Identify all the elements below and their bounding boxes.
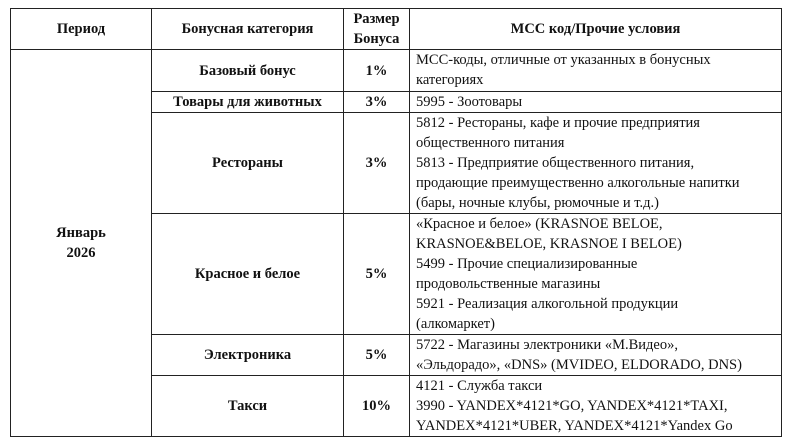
conditions-cell [410, 92, 782, 113]
header-size-line1: Размер [353, 11, 400, 27]
header-bonus-size [344, 9, 410, 50]
category-cell: Базовый бонус [152, 50, 344, 92]
header-size-line2: Бонуса [353, 31, 400, 47]
percent-cell: 3% [344, 92, 410, 113]
conditions-cell [410, 335, 782, 376]
condition-line: (алкомаркет) [416, 316, 495, 332]
percent-cell: 5% [344, 214, 410, 335]
condition-line: 3990 - YANDEX*4121*GO, YANDEX*4121*TAXI, [416, 398, 728, 414]
condition-line: 5921 - Реализация алкогольной продукции [416, 296, 679, 312]
condition-line: 5499 - Прочие специализированные [416, 256, 638, 272]
table-header-row [11, 9, 782, 50]
category-cell: Товары для животных [152, 92, 344, 113]
condition-line: 5812 - Рестораны, кафе и прочие предприятия [416, 115, 700, 131]
condition-line: (бары, ночные клубы, рюмочные и т.д.) [416, 195, 659, 211]
period-cell [11, 50, 152, 437]
category-cell: Рестораны [152, 113, 344, 214]
conditions-cell [410, 113, 782, 214]
condition-line: 5813 - Предприятие общественного питания, [416, 155, 695, 171]
period-year: 2026 [66, 245, 96, 261]
condition-line: 4121 - Служба такси [416, 378, 543, 394]
table-row [11, 50, 782, 92]
condition-line: YANDEX*4121*UBER, YANDEX*4121*Yandex Go [416, 418, 733, 434]
condition-line: «Красное и белое» (KRASNOE BELOE, [416, 216, 663, 232]
condition-line: продовольственные магазины [416, 276, 601, 292]
header-period: Период [11, 9, 152, 50]
header-conditions: МСС код/Прочие условия [410, 9, 782, 50]
header-category: Бонусная категория [152, 9, 344, 50]
condition-line: МСС-коды, отличные от указанных в бонусных [416, 52, 711, 68]
category-cell: Электроника [152, 335, 344, 376]
condition-line: KRASNOE&BELOE, KRASNOE I BELOE) [416, 236, 682, 252]
percent-cell: 3% [344, 113, 410, 214]
category-cell: Такси [152, 376, 344, 437]
period-month: Январь [56, 225, 106, 241]
condition-line: категориях [416, 72, 484, 88]
percent-cell: 5% [344, 335, 410, 376]
condition-line: «Эльдорадо», «DNS» (MVIDEO, ELDORADO, DNS) [416, 357, 742, 373]
percent-cell: 1% [344, 50, 410, 92]
conditions-cell [410, 376, 782, 437]
bonus-table [10, 8, 782, 437]
condition-line: продающие преимущественно алкогольные напитки [416, 175, 740, 191]
percent-cell: 10% [344, 376, 410, 437]
condition-line: общественного питания [416, 135, 565, 151]
condition-line: 5722 - Магазины электроники «М.Видео», [416, 337, 678, 353]
condition-line: 5995 - Зоотовары [416, 94, 523, 110]
category-cell: Красное и белое [152, 214, 344, 335]
conditions-cell [410, 50, 782, 92]
conditions-cell [410, 214, 782, 335]
